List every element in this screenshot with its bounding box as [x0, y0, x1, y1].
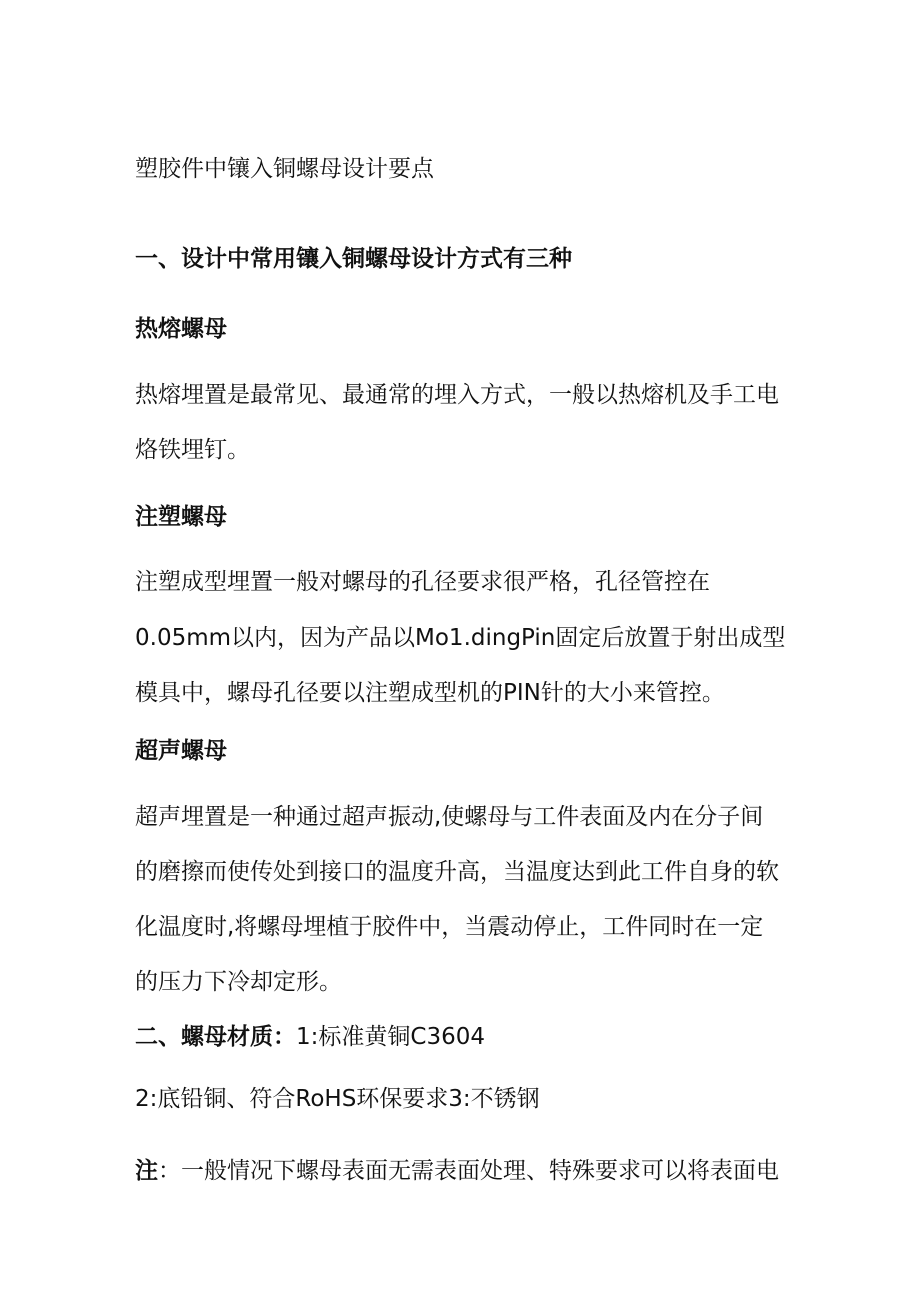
item2-line2: 0.05mm以内，因为产品以Mo1.dingPin固定后放置于射出成型	[135, 625, 786, 651]
note-label: 注	[135, 1158, 158, 1184]
item3-line4: 的压力下冷却定形。	[135, 969, 342, 995]
item2-line3: 模具中，螺母孔径要以注塑成型机的PIN针的大小来管控。	[135, 680, 725, 706]
note-line	[135, 1157, 779, 1185]
item3-line3: 化温度时,将螺母埋植于胶件中，当震动停止，工件同时在一定	[135, 914, 764, 940]
item1-line1: 热熔埋置是最常见、最通常的埋入方式，一般以热熔机及手工电	[135, 382, 779, 408]
item1-heading: 热熔螺母	[135, 316, 227, 342]
item3-line2: 的磨擦而使传处到接口的温度升高，当温度达到此工件自身的软	[135, 859, 779, 885]
item1-line2: 烙铁埋钉。	[135, 437, 250, 463]
item2-heading: 注塑螺母	[135, 504, 227, 530]
section2-line2: 2:底铅铜、符合RoHS环保要求3:不锈钢	[135, 1086, 540, 1112]
note-text: ：一般情况下螺母表面无需表面处理、特殊要求可以将表面电	[158, 1158, 779, 1184]
document-title: 塑胶件中镶入铜螺母设计要点	[135, 156, 434, 182]
item3-line1: 超声埋置是一种通过超声振动,使螺母与工件表面及内在分子间	[135, 804, 764, 830]
item3-heading: 超声螺母	[135, 738, 227, 764]
section1-heading: 一、设计中常用镶入铜螺母设计方式有三种	[135, 246, 572, 272]
material-item-1: 1:标准黄铜C3604	[296, 1024, 485, 1050]
section2-line1	[135, 1023, 485, 1051]
item2-line1: 注塑成型埋置一般对螺母的孔径要求很严格，孔径管控在	[135, 569, 710, 595]
section2-heading: 二、螺母材质：	[135, 1024, 296, 1050]
